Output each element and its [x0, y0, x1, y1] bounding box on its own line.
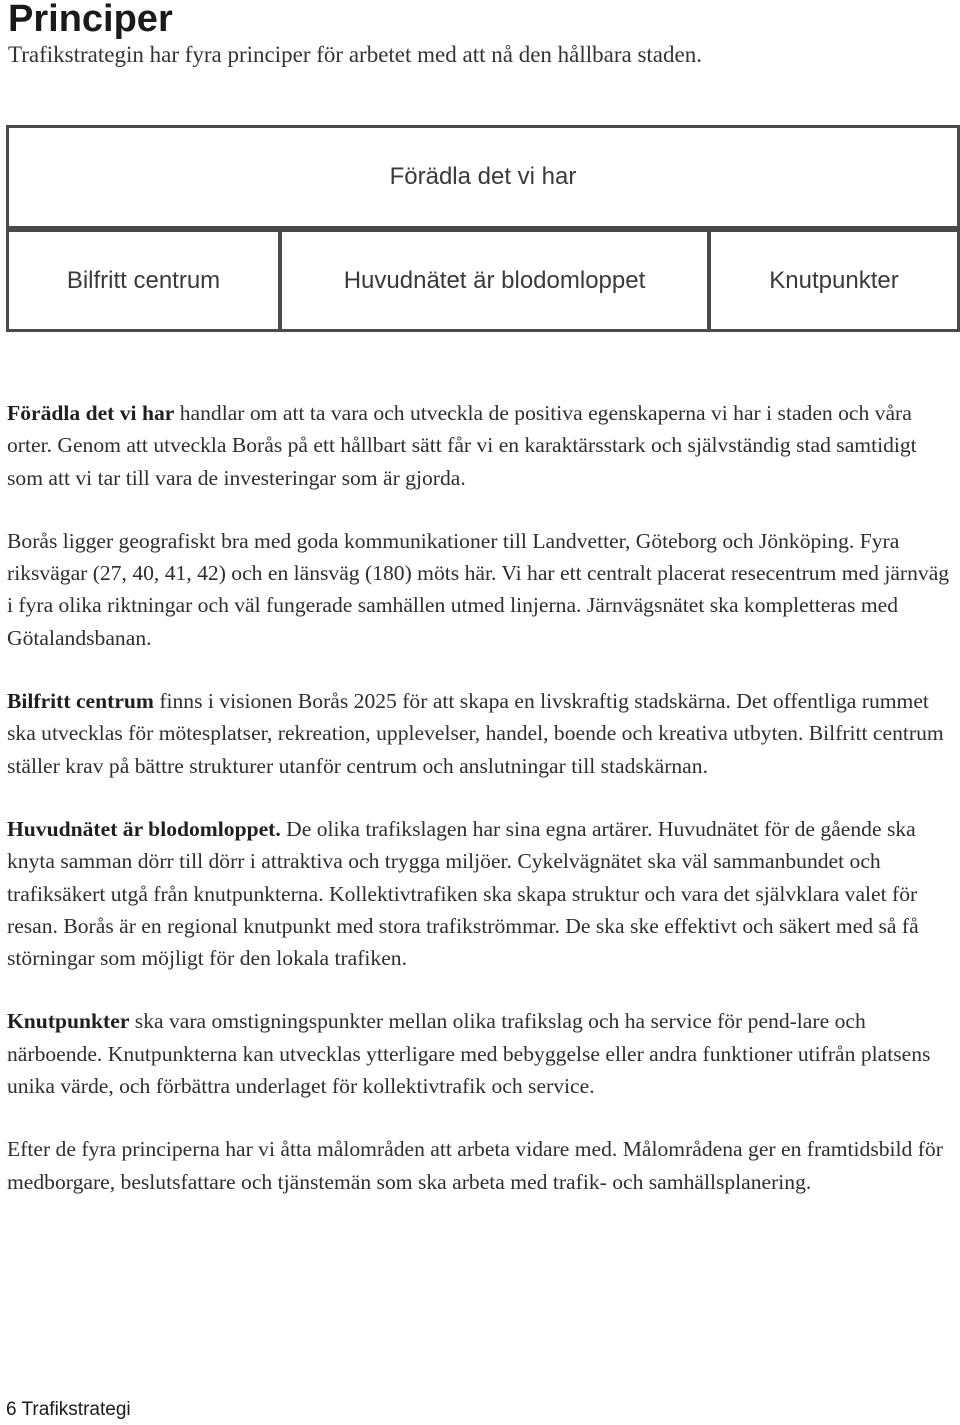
principles-diagram: [0, 0, 960, 340]
body-text: [7, 397, 955, 1229]
paragraph: [7, 397, 955, 494]
paragraph-text: De olika trafikslagen har sina egna artärer. Huvudnätet för de gående ska knyta samman dörr till dörr i attraktiva och trygga miljöer. Cykelvägnätet ska väl sammanbundet och trafiksäkert utgå från knutpunkterna. Kollektivtrafiken ska skapa struktur och vara det självklara valet för resan. Borås är en regional knutpunkt med stora trafikströmmar. De ska ske effektivt och säkert med så få störningar som möjligt för den lokala trafiken.: [7, 816, 919, 971]
paragraph: [7, 525, 955, 654]
principle-box-knutpunkter: Knutpunkter: [708, 229, 960, 332]
paragraph-lead: Förädla det vi har: [7, 401, 175, 425]
paragraph: [7, 813, 955, 974]
paragraph: [7, 685, 955, 782]
paragraph: [7, 1133, 955, 1198]
paragraph: [7, 1005, 955, 1102]
page-title: Principer: [8, 0, 173, 40]
paragraph-text: Borås ligger geografiskt bra med goda kommunikationer till Landvetter, Göteborg och Jönköping. Fyra riksvägar (27, 40, 41, 42) och en länsväg (180) möts här. Vi har ett centralt placerat resecentrum med järnväg i fyra olika riktningar och väl fungerade samhällen utmed linjerna. Järnvägsnätet ska kompletteras med Götalandsbanan.: [7, 528, 950, 650]
page-footer: 6 Trafikstrategi: [6, 1399, 131, 1420]
paragraph-text: Efter de fyra principerna har vi åtta målområden att arbeta vidare med. Målområdena ger en framtidsbild för medborgare, beslutsfattare och tjänstemän som ska arbeta med trafik- och samhällsplanering.: [7, 1137, 943, 1194]
paragraph-text: ska vara omstigningspunkter mellan olika trafikslag och ha service för pend-lare och närboende. Knutpunkterna kan utvecklas ytterligare med bebyggelse eller andra funktioner utifrån platsens unika värde, och förbättra underlaget för kollektivtrafik och service.: [7, 1009, 931, 1099]
paragraph-text: finns i visionen Borås 2025 för att skapa en livskraftig stadskärna. Det offentliga rummet ska utvecklas för mötesplatser, rekreation, upplevelser, handel, boende och kreativa utbyten. Bilfritt centrum ställer krav på bättre strukturer utanför centrum och anslutningar till stadskärnan.: [7, 689, 944, 778]
principle-box-foradla: Förädla det vi har: [6, 125, 960, 229]
principle-box-huvudnatet: Huvudnätet är blodomloppet: [279, 229, 710, 332]
paragraph-lead: Knutpunkter: [7, 1009, 130, 1034]
paragraph-lead: Bilfritt centrum: [7, 689, 154, 714]
paragraph-text: handlar om att ta vara och utveckla de positiva egenskaperna vi har i staden och våra orter. Genom att utveckla Borås på ett hållbart sätt får vi en karaktärsstark och självständig stad samtidigt som att vi tar till vara de investeringar som är gjorda.: [7, 401, 917, 490]
page-subtitle: Trafikstrategin har fyra principer för arbetet med att nå den hållbara staden.: [8, 42, 702, 67]
paragraph-lead: Huvudnätet är blodomloppet.: [7, 816, 281, 841]
principle-box-bilfritt-centrum: Bilfritt centrum: [6, 229, 281, 332]
